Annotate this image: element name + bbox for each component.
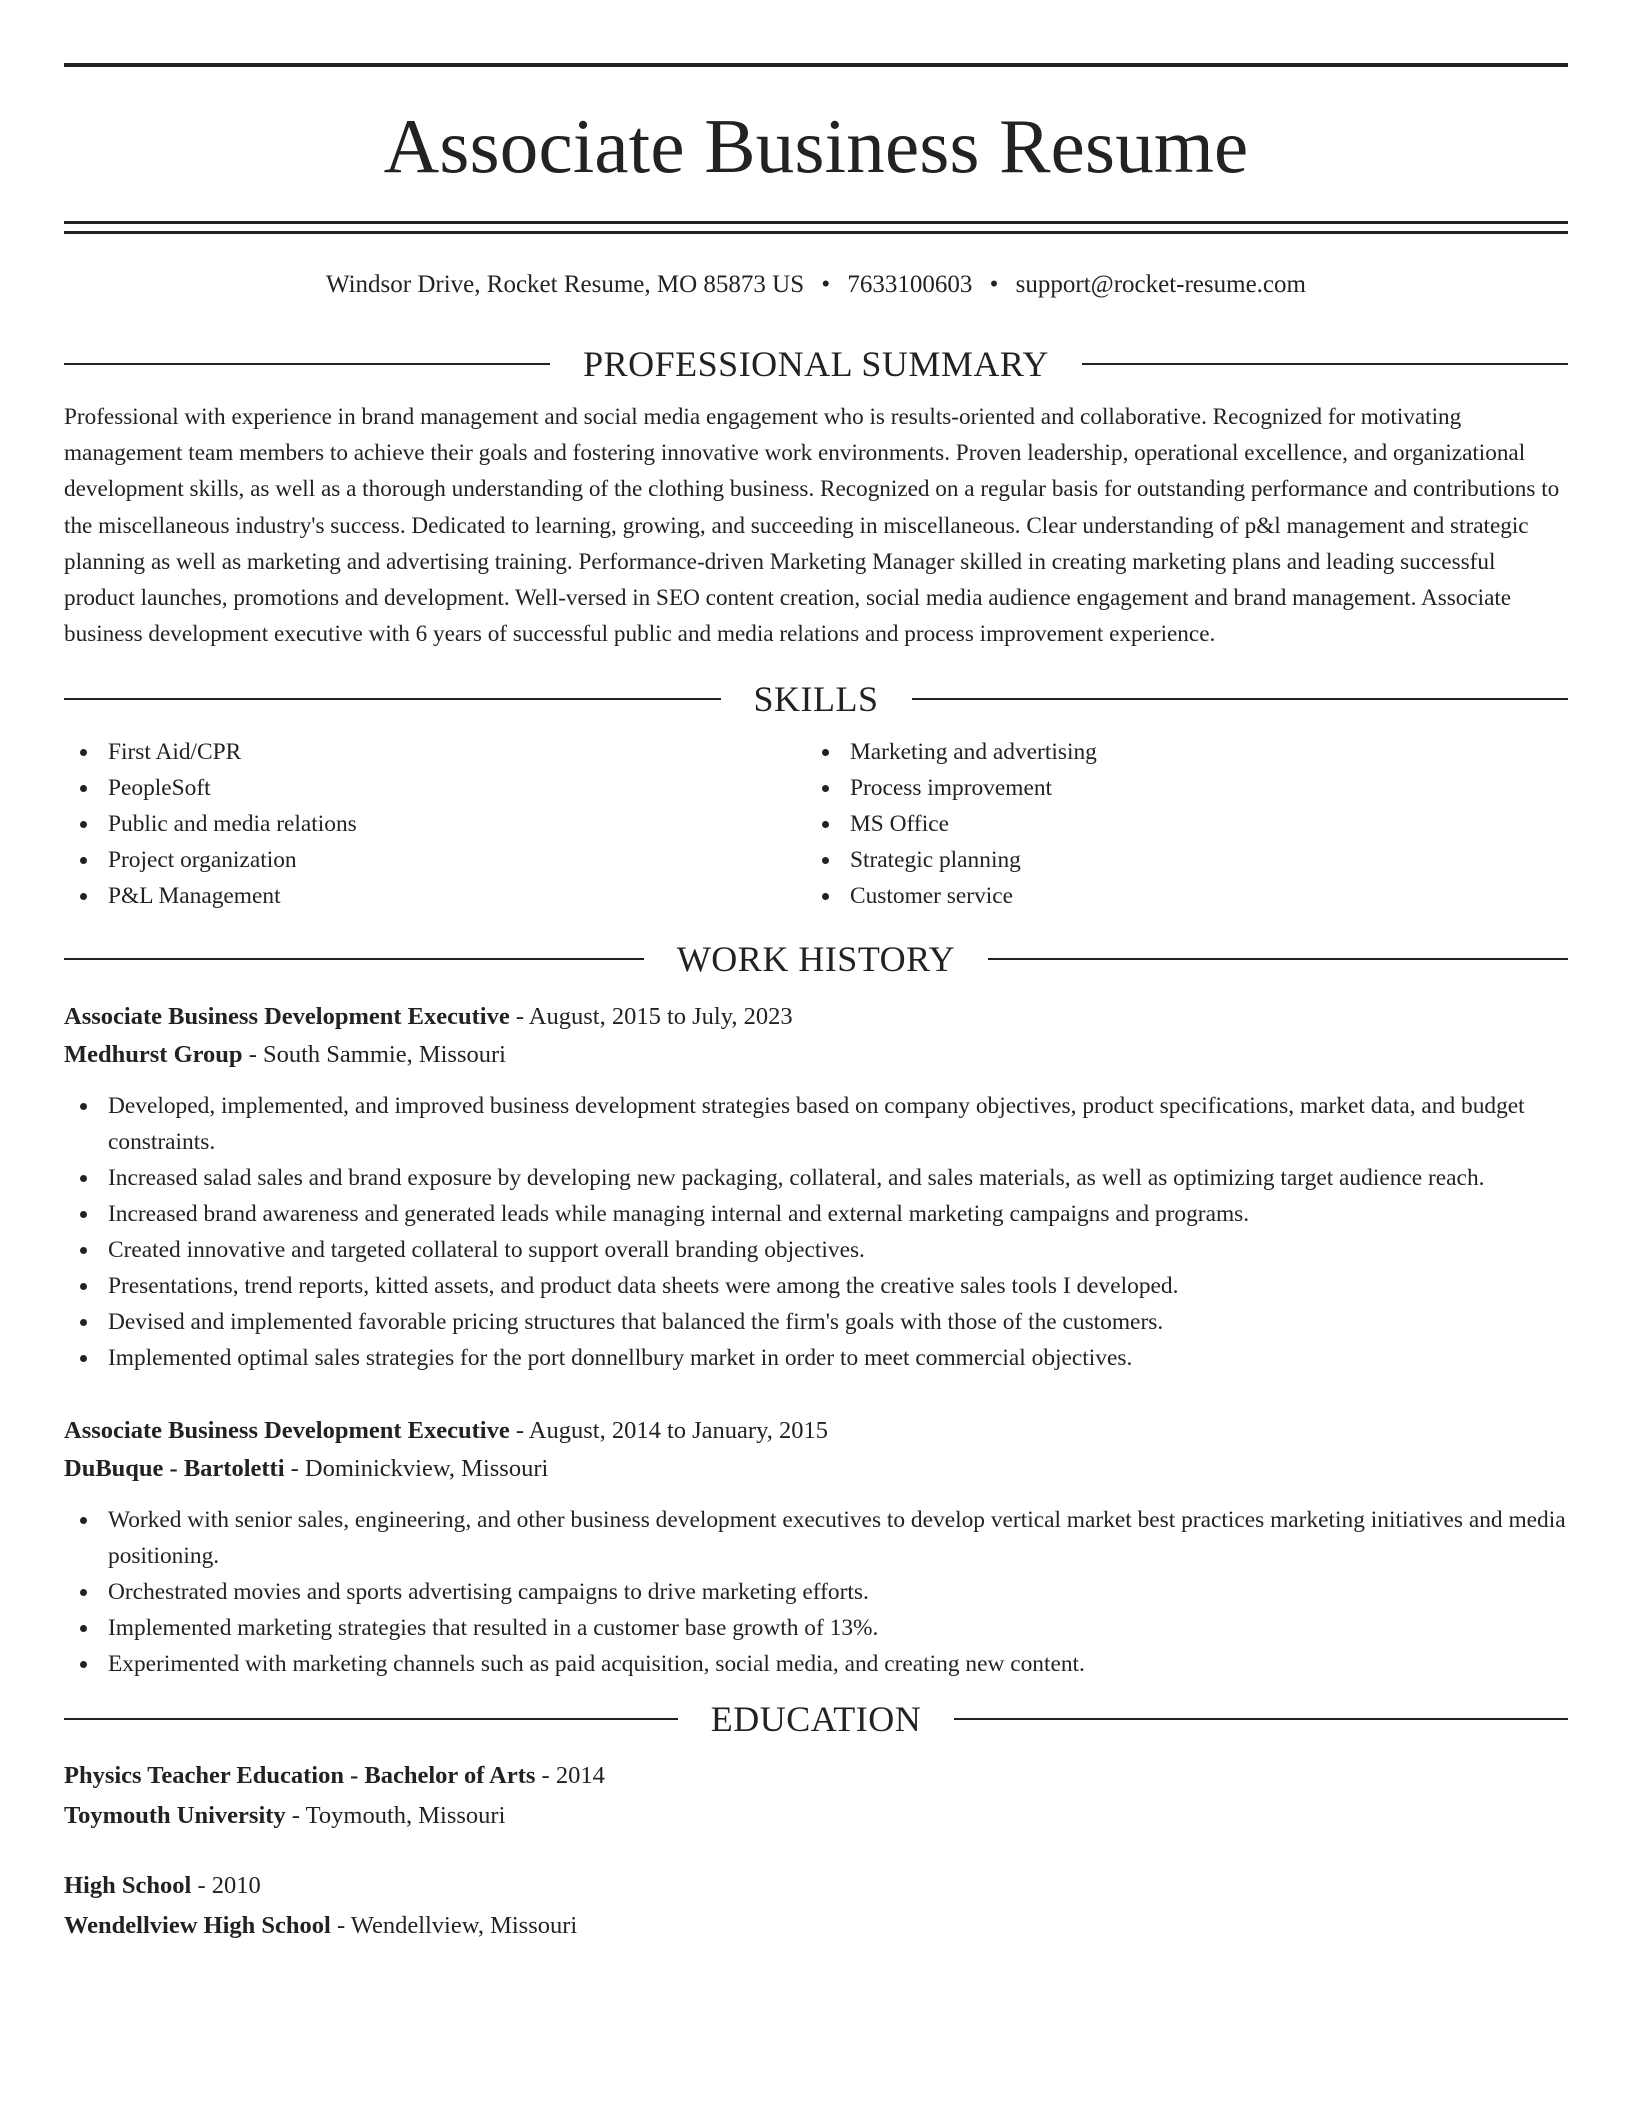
skill-item: Public and media relations — [64, 806, 806, 842]
job-bullet: Devised and implemented favorable pricing structures that balanced the firm's goals with those of the customers. — [64, 1304, 1568, 1340]
job-entry — [64, 1412, 1568, 1682]
education-degree-line — [64, 1756, 1568, 1796]
education-year: - 2010 — [191, 1872, 261, 1900]
resume-title: Associate Business Resume — [383, 103, 1249, 189]
job-dates: - August, 2014 to January, 2015 — [509, 1417, 828, 1445]
section-heading-education — [64, 1698, 1568, 1740]
section-title: PROFESSIONAL SUMMARY — [583, 344, 1049, 384]
contact-separator: • — [989, 271, 999, 298]
heading-rule-left — [64, 958, 644, 960]
education-degree: High School — [64, 1872, 192, 1900]
job-entry — [64, 998, 1568, 1376]
job-bullet: Worked with senior sales, engineering, and other business development executives to develop vertical market best practices marketing initiatives and media positioning. — [64, 1502, 1568, 1574]
job-bullet: Orchestrated movies and sports advertising campaigns to drive marketing efforts. — [64, 1574, 1568, 1610]
contact-phone: 7633100603 — [847, 271, 973, 298]
job-dates: - August, 2015 to July, 2023 — [509, 1003, 793, 1031]
contact-separator: • — [821, 271, 831, 298]
skill-item: Strategic planning — [806, 842, 1548, 878]
resume-page — [64, 0, 1568, 1946]
section-title: EDUCATION — [710, 1699, 922, 1740]
skill-item: MS Office — [806, 806, 1548, 842]
summary-paragraph: Professional with experience in brand management and social media engagement who is results-oriented and collaborative. Recognized for motivating management team members to achieve their goals and fostering innovative work environments. Proven leadership, operational excellence, and organizational development skills, as well as a thorough understanding of the clothing business. Recognized on a regular basis for outstanding performance and contributions to the miscellaneous industry's success. Dedicated to learning, growing, and succeeding in miscellaneous. Clear understanding of p&l management and strategic planning as well as marketing and advertising training. Performance-driven Marketing Manager skilled in creating marketing plans and leading successful product launches, promotions and development. Well-versed in SEO content creation, social media audience engagement and brand management. Associate business development executive with 6 years of successful public and media relations and process improvement experience. — [64, 404, 1560, 648]
job-bullet: Increased brand awareness and generated leads while managing internal and external marketing campaigns and programs. — [64, 1196, 1568, 1232]
skills-list — [64, 734, 1568, 914]
education-entry — [64, 1866, 1568, 1946]
job-bullet: Implemented optimal sales strategies for the port donnellbury market in order to meet commercial objectives. — [64, 1340, 1568, 1376]
job-company-line — [64, 1036, 1568, 1074]
heading-rule-left — [64, 363, 550, 365]
job-title-line — [64, 998, 1568, 1036]
education-degree: Physics Teacher Education - Bachelor of Arts — [64, 1762, 536, 1790]
contact-email: support@rocket-resume.com — [1015, 271, 1306, 298]
job-bullet: Presentations, trend reports, kitted assets, and product data sheets were among the creative sales tools I developed. — [64, 1268, 1568, 1304]
education-location: - Wendellview, Missouri — [330, 1912, 578, 1940]
heading-rule-right — [954, 1718, 1568, 1720]
job-title: Associate Business Development Executive — [64, 1003, 510, 1031]
section-title: SKILLS — [753, 679, 879, 720]
education-location: - Toymouth, Missouri — [285, 1802, 506, 1830]
heading-rule-right — [1082, 363, 1568, 365]
job-bullets — [64, 1502, 1568, 1682]
education-degree-line — [64, 1866, 1568, 1906]
education-school-line — [64, 1796, 1568, 1836]
job-title: Associate Business Development Executive — [64, 1417, 510, 1445]
section-title: WORK HISTORY — [676, 939, 956, 980]
contact-line — [64, 269, 1568, 301]
job-bullet: Developed, implemented, and improved business development strategies based on company objectives, product specifications, market data, and budget constraints. — [64, 1088, 1568, 1160]
job-company: Medhurst Group — [64, 1041, 243, 1069]
education-school-line — [64, 1906, 1568, 1946]
job-title-line — [64, 1412, 1568, 1450]
heading-rule-right — [912, 698, 1569, 700]
header-rule-lower — [64, 231, 1568, 234]
job-bullets — [64, 1088, 1568, 1376]
skill-item: Process improvement — [806, 770, 1548, 806]
job-bullet: Created innovative and targeted collateral to support overall branding objectives. — [64, 1232, 1568, 1268]
skill-item: Marketing and advertising — [806, 734, 1548, 770]
header-rule-upper — [64, 221, 1568, 224]
heading-rule-left — [64, 1718, 678, 1720]
skill-item: Project organization — [64, 842, 806, 878]
job-location: - South Sammie, Missouri — [242, 1041, 506, 1069]
job-company: DuBuque - Bartoletti — [64, 1455, 285, 1483]
education-school: Wendellview High School — [64, 1912, 331, 1940]
section-heading-skills — [64, 678, 1568, 720]
job-bullet: Increased salad sales and brand exposure by developing new packaging, collateral, and sales materials, as well as optimizing target audience reach. — [64, 1160, 1568, 1196]
skills-column-left — [64, 734, 806, 914]
skill-item: First Aid/CPR — [64, 734, 806, 770]
contact-address: Windsor Drive, Rocket Resume, MO 85873 US — [326, 271, 805, 298]
job-bullet: Experimented with marketing channels such as paid acquisition, social media, and creating new content. — [64, 1646, 1568, 1682]
heading-rule-left — [64, 698, 721, 700]
heading-rule-right — [988, 958, 1568, 960]
skill-item: PeopleSoft — [64, 770, 806, 806]
section-heading-summary — [64, 343, 1568, 385]
skill-item: P&L Management — [64, 878, 806, 914]
education-school: Toymouth University — [64, 1802, 286, 1830]
job-location: - Dominickview, Missouri — [284, 1455, 549, 1483]
header-top-rule — [64, 63, 1568, 67]
job-bullet: Implemented marketing strategies that resulted in a customer base growth of 13%. — [64, 1610, 1568, 1646]
skills-column-right — [806, 734, 1548, 914]
education-year: - 2014 — [535, 1762, 605, 1790]
job-company-line — [64, 1450, 1568, 1488]
section-heading-work-history — [64, 938, 1568, 980]
skill-item: Customer service — [806, 878, 1548, 914]
education-entry — [64, 1756, 1568, 1836]
